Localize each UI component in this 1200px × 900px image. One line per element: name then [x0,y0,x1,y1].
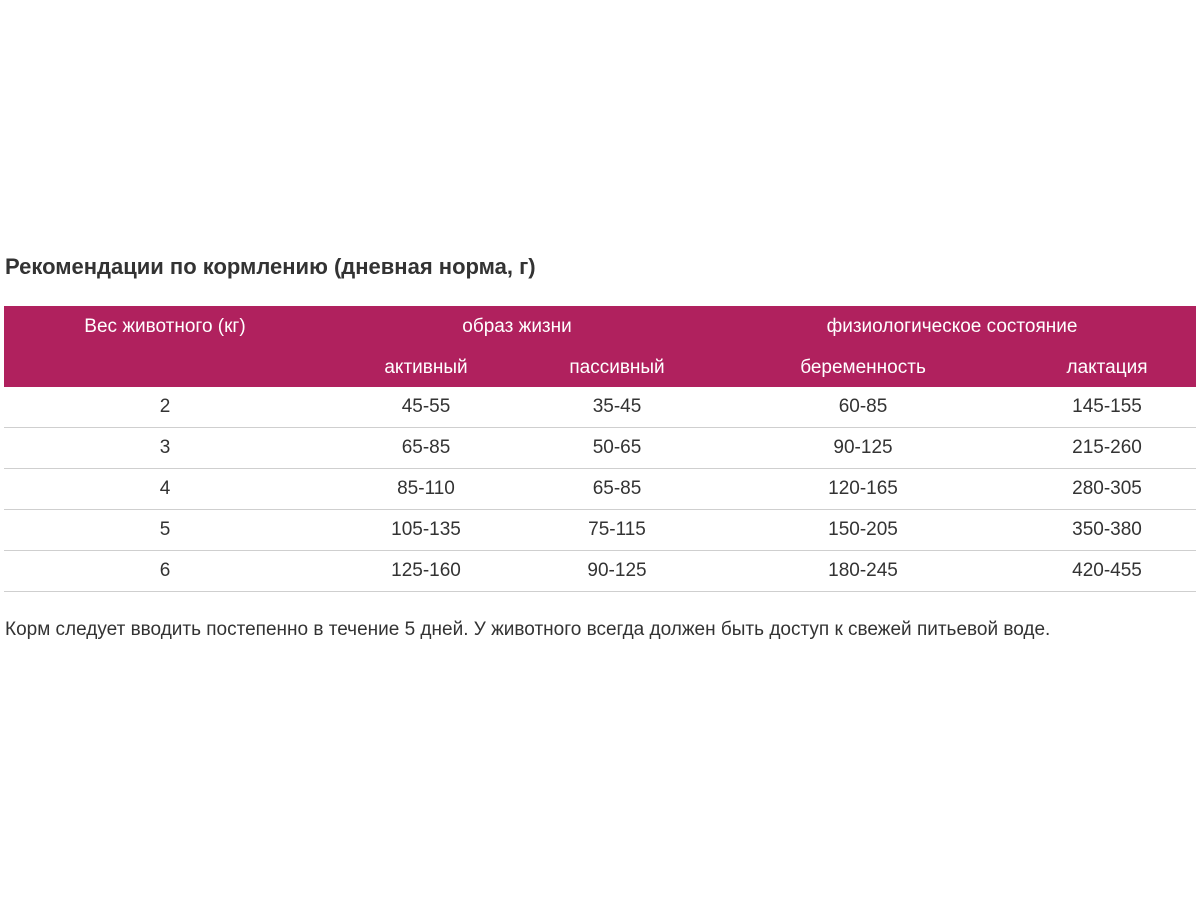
cell-weight: 4 [4,469,326,510]
header-empty-cell [4,348,326,387]
header-physiological-state: физиологическое состояние [708,306,1196,348]
cell-pregnancy: 180-245 [708,551,1018,592]
cell-active: 45-55 [326,387,526,428]
cell-active: 65-85 [326,428,526,469]
header-lactation: лактация [1018,348,1196,387]
cell-lactation: 280-305 [1018,469,1196,510]
feeding-table [4,306,1196,592]
cell-passive: 65-85 [526,469,708,510]
cell-lactation: 145-155 [1018,387,1196,428]
header-row-subgroups [4,348,1196,387]
cell-weight: 5 [4,510,326,551]
cell-passive: 50-65 [526,428,708,469]
table-header [4,306,1196,387]
cell-passive: 35-45 [526,387,708,428]
cell-weight: 2 [4,387,326,428]
header-row-groups [4,306,1196,348]
cell-passive: 90-125 [526,551,708,592]
header-pregnancy: беременность [708,348,1018,387]
cell-active: 105-135 [326,510,526,551]
table-body [4,387,1196,592]
feeding-note: Корм следует вводить постепенно в течение 5 дней. У животного всегда должен быть доступ к свежей питьевой воде. [5,619,1051,640]
table-row [4,551,1196,592]
header-active: активный [326,348,526,387]
page-title: Рекомендации по кормлению (дневная норма, г) [5,254,536,279]
cell-lactation: 215-260 [1018,428,1196,469]
table-row [4,510,1196,551]
cell-pregnancy: 150-205 [708,510,1018,551]
cell-active: 85-110 [326,469,526,510]
cell-lactation: 350-380 [1018,510,1196,551]
table-row [4,428,1196,469]
cell-weight: 6 [4,551,326,592]
cell-pregnancy: 60-85 [708,387,1018,428]
table-row [4,469,1196,510]
cell-lactation: 420-455 [1018,551,1196,592]
header-weight: Вес животного (кг) [4,306,326,348]
table-row [4,387,1196,428]
cell-weight: 3 [4,428,326,469]
cell-pregnancy: 90-125 [708,428,1018,469]
cell-passive: 75-115 [526,510,708,551]
cell-pregnancy: 120-165 [708,469,1018,510]
header-passive: пассивный [526,348,708,387]
header-lifestyle: образ жизни [326,306,708,348]
cell-active: 125-160 [326,551,526,592]
